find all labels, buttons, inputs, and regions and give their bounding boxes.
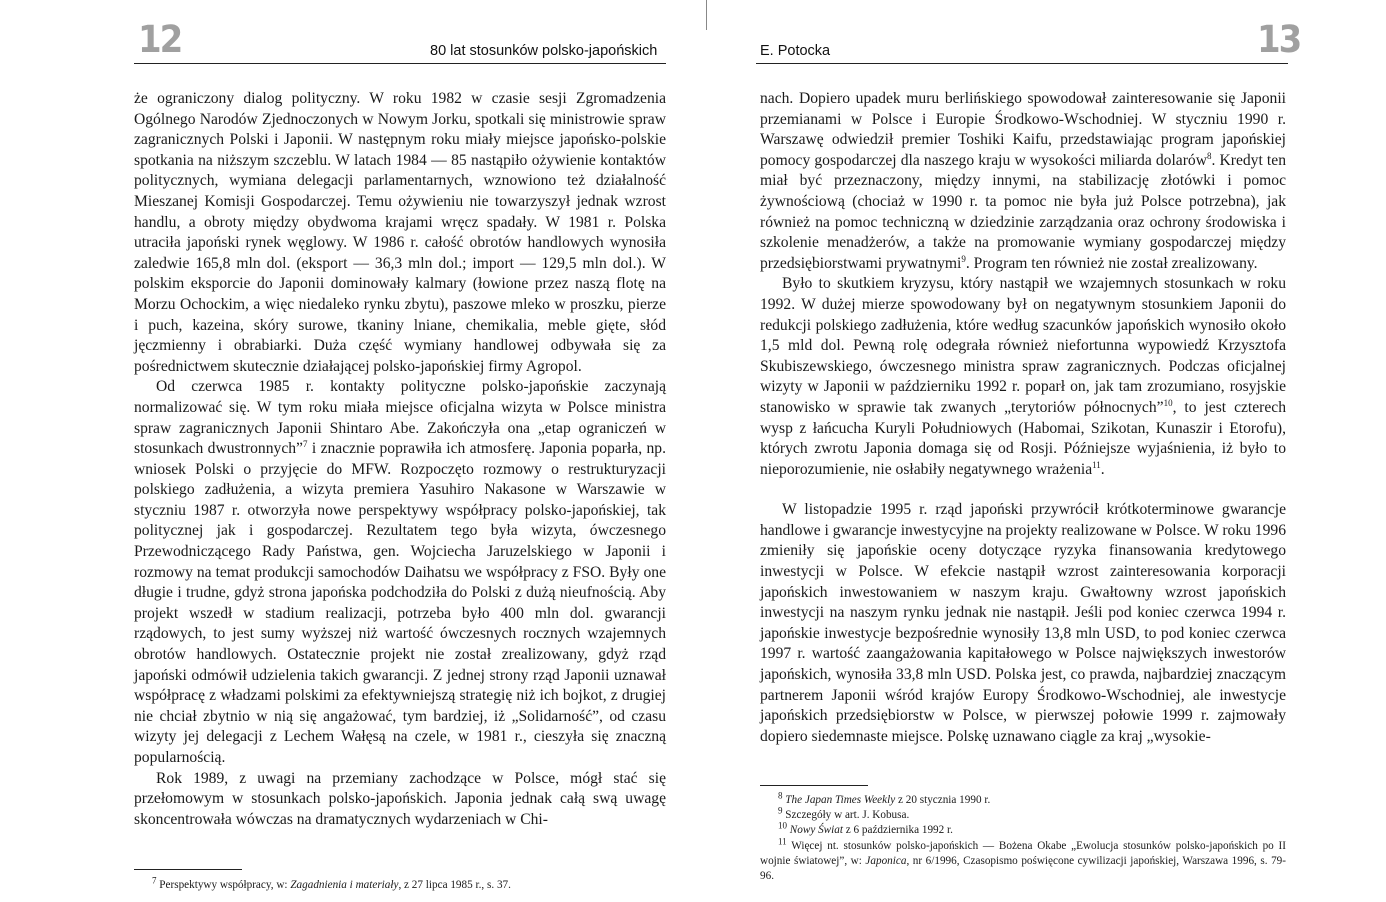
footnote-11-title: Japonica xyxy=(865,854,907,867)
left-page-number: 12 xyxy=(138,18,182,62)
footnote-7-title: Zagadnienia i materiały xyxy=(290,879,399,891)
footnote-ref-8: 8 xyxy=(1206,150,1212,161)
right-paragraph-2-part-b: , to jest czterech wysp z łańcucha Kuryli Południowych (Habomai, Szikotan, Kunaszir i Etorofu), których zwrotu Japonia domaga się od Rosji. Późniejsze wyjaśnienia, iż było to nieporozumienie, nie osłabiły negatywnego wrażenia xyxy=(760,398,1286,478)
left-footnote-rule xyxy=(134,869,242,870)
footnote-10-text: z 6 października 1992 r. xyxy=(842,824,953,837)
left-running-head: 80 lat stosunków polsko-japońskich xyxy=(430,43,658,59)
right-footnotes xyxy=(760,790,1286,884)
left-paragraph-2-part-a: Od czerwca 1985 r. kontakty polityczne polsko-japońskie zaczynają normalizować się. W tym roku miała miejsce oficjalna wizyta w Polsce ministra spraw zagranicznych Japonii Shintaro Abe. Zakończyła ona „etap ograniczeń w stosunkach dwustronnych” xyxy=(134,378,666,458)
right-page-number: 13 xyxy=(1257,18,1301,62)
footnote-11-text: Więcej nt. stosunków polsko-japońskich — Bożena Okabe „Ewolucja stosunków polsko-japońskich po II wojnie światowej”, w: xyxy=(760,839,1286,867)
footnote-8-number: 8 xyxy=(778,790,783,801)
footnote-7 xyxy=(134,875,666,893)
right-body-text xyxy=(760,89,1286,747)
right-page xyxy=(693,0,1386,902)
footnote-ref-7: 7 xyxy=(302,438,308,449)
footnote-11-text-end: , nr 6/1996, Czasopismo poświęcone cywilizacji japońskiej, Warszawa 1996, s. 79-96. xyxy=(760,854,1286,883)
footnote-9-text: Szczegóły w art. J. Kobusa. xyxy=(782,809,910,822)
left-paragraph-1: że ograniczony dialog polityczny. W roku 1982 w czasie sesji Zgromadzenia Ogólnego Narodów Zjednoczonych w Nowym Jorku, spotkali się ministrowie spraw zagranicznych Polski i Japonii. W następnym roku miały miejsce japońsko-polskie spotkania na niższym szczeblu. W latach 1984 — 85 nastąpiło ożywienie kontaktów politycznych, wymiana delegacji parlamentarnych, wznowiono też działalność Mieszanej Komisji Gospodarczej. Temu ożywieniu nie towarzyszył jednak wzrost handlu, a obroty między obydwoma krajami wręcz spadały. W 1981 r. Polska utraciła japoński rynek węglowy. W 1986 r. całość obrotów handlowych wynosiła zaledwie 165,8 mln dol. (eksport — 36,3 mln dol.; import — 129,5 mln dol.). W polskim eksporcie do Japonii dominowały kalmary (łowione przez naszą flotę na Morzu Ochockim, a więc niedaleko rynku zbytu), paszowe mleko w proszku, pierze i puch, kazeina, skóry surowe, tkaniny lniane, chemikalia, meble gięte, słód jęczmienny i obrabiarki. Duża część wymiany handlowej odbywała się za pośrednictwem skutecznie działającej polsko-japońskiej firmy Agropol. xyxy=(134,90,666,375)
footnote-9-number: 9 xyxy=(778,805,783,816)
left-footnotes xyxy=(134,875,666,893)
footnote-10 xyxy=(760,820,1286,838)
left-paragraph-3: Rok 1989, z uwagi na przemiany zachodzące w Polsce, mógł stać się przełomowym w stosunkach polsko-japońskich. Japonia jednak całą swą uwagę skoncentrowała wówczas na dramatycznych wydarzeniach w Chi- xyxy=(134,769,666,828)
footnote-8-text: z 20 stycznia 1990 r. xyxy=(895,794,991,806)
footnote-7-text: Perspektywy współpracy, w: xyxy=(156,879,291,891)
footnote-9 xyxy=(760,805,1286,823)
right-paragraph-3: W listopadzie 1995 r. rząd japoński przywrócił krótkoterminowe gwarancje handlowe i gwarancje inwestycyjne na projekty realizowane w Polsce. W roku 1996 zmieniły się japońskie oceny dotyczące ryzyka finansowania kredytowego inwestycji w Polsce. W efekcie nastąpił wzrost zainteresowania korporacji japońskich inwestowaniem w naszym kraju. Gwałtowny wzrost japońskich inwestycji na naszym rynku jednak nie nastąpił. Jeśli pod koniec czerwca 1994 r. japońskie inwestycje bezpośrednie wynosiły 13,8 mln USD, to pod koniec czerwca 1997 r. wartość zaangażowania kapitałowego w Polsce największych inwestorów japońskich, wynosiła 33,8 mln USD. Polska jest, co prawda, najbardziej znaczącym partnerem Japonii wśród krajów Europy Środkowo-Wschodniej, ale inwestycje japońskich przedsiębiorstw w Polsce, w pierwszej połowie 1999 r. zajmowały dopiero siedemnaste miejsce. Polskę uznawano ciągle za kraj „wysokie- xyxy=(760,501,1286,745)
right-paragraph-2 xyxy=(760,274,1286,480)
footnote-11-number: 11 xyxy=(778,835,787,846)
right-paragraph-1-part-b: . Kredyt ten miał być przeznaczony, między innymi, na stabilizację złotówki i pomoc żywnościową (chociaż w 1990 r. ta pomoc nie była już Polsce potrzebna), jak również na pomoc techniczną w dziedzinie zarządzania oraz ochrony środowiska i szkolenie menadżerów, a także na promowanie wymiany gospodarczej między przedsiębiorstwami prywatnymi xyxy=(760,151,1286,272)
right-paragraph-1-part-a: nach. Dopiero upadek muru berlińskiego spowodował zainteresowanie się Japonii przemianami w Polsce i Europie Środkowo-Wschodniej. W styczniu 1990 r. Warszawę odwiedził premier Toshiki Kaifu, przedstawiając program japońskiej pomocy gospodarczej dla naszego kraju w wysokości miliarda dolarów xyxy=(760,90,1286,169)
right-paragraph-1 xyxy=(760,89,1286,274)
right-paragraph-1-part-c: . Program ten również nie został zrealizowany. xyxy=(965,254,1258,272)
footnote-ref-10: 10 xyxy=(1163,397,1173,408)
right-running-head: E. Potocka xyxy=(760,43,831,59)
footnote-10-title: Nowy Świat xyxy=(789,824,843,837)
footnote-11 xyxy=(760,835,1286,885)
footnote-7-number: 7 xyxy=(152,875,157,886)
footnote-8 xyxy=(760,790,1286,808)
right-paragraph-2-part-c: . xyxy=(1100,460,1105,478)
right-footnote-rule xyxy=(760,785,868,786)
left-paragraph-2-part-b: i znacznie poprawiła ich atmosferę. Japonia poparła, np. wniosek Polski o przyjęcie do MFW. Rozpoczęto rozmowy o restrukturyzacji polskiego zadłużenia, a wizyta premiera Yasuhiro Nakasone w Warszawie w styczniu 1987 r. otworzyła nowe perspektywy współpracy polsko-japońskiej, tak politycznej jak i gospodarczej. Rezultatem tego była wizyta, ówczesnego Przewodniczącego Rady Państwa, gen. Wojciecha Jaruzelskiego w Japonii i rozmowy na temat produkcji samochodów Daihatsu we współpracy z FSO. Były one długie i trudne, gdyż strona japońska podchodziła do Polski z dużą nieufnością. Aby projekt wszedł w stadium realizacji, potrzeba było 400 mln dol. gwarancji rządowych, to jest sumy wyższej niż wartość ówczesnych rocznych wzajemnych obrotów handlowych. Ostatecznie projekt nie został zrealizowany, gdyż rząd japoński odmówił udzielenia takich gwarancji. Z jednej strony rząd Japonii uznawał współpracę z władzami polskimi za efektywniejszą strategię niż ich bojkot, z drugiej nie chciał zbytnio w nią się angażować, tym bardziej, iż „Solidarność”, od czasu wizyty jej delegacji z Lechem Wałęsą na czele, w 1981 r., cieszyła się znaczną popularnością. xyxy=(134,440,666,766)
footnote-8-title: The Japan Times Weekly xyxy=(785,794,896,806)
footnote-10-number: 10 xyxy=(778,820,787,831)
footnote-ref-9: 9 xyxy=(961,253,966,264)
footnote-ref-11: 11 xyxy=(1092,459,1101,470)
left-body-text xyxy=(134,89,666,830)
footnote-7-text-end: , z 27 lipca 1985 r., s. 37. xyxy=(398,879,511,891)
left-paragraph-2 xyxy=(134,377,666,768)
right-paragraph-2-part-a: Było to skutkiem kryzysu, który nastąpił we wzajemnych stosunkach w roku 1992. W dużej mierze spowodowany był on negatywnym stosunkiem Japonii do redukcji polskiego zadłużenia, które według szacunków japońskich wynosiło około 1,5 mld dol. Pewną rolę odegrała również niefortunna wypowiedź Krzysztofa Skubiszewskiego, ówczesnego ministra spraw zagranicznych. Podczas oficjalnej wizyty w Japonii w październiku 1992 r. poparł on, jak tam zrozumiano, rosyjskie stanowisko w sprawie tak zwanych „terytoriów północnych” xyxy=(760,275,1286,416)
left-header-rule xyxy=(134,63,666,64)
right-header-rule xyxy=(756,63,1288,64)
